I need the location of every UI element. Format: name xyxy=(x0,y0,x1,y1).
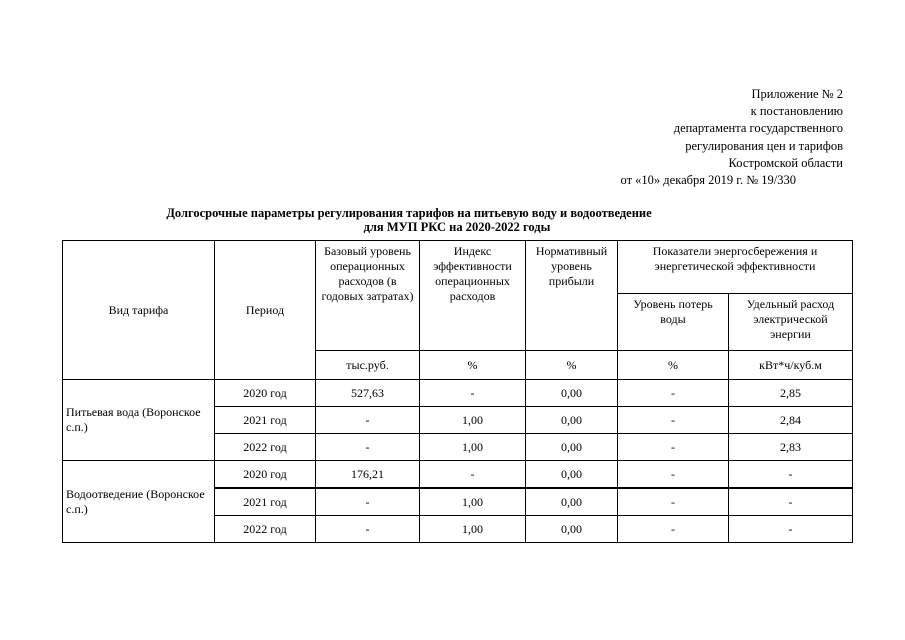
table-row xyxy=(63,461,853,489)
table-header-row xyxy=(63,241,853,294)
tariff-type-cell: Водоотведение (Воронское с.п.) xyxy=(63,461,215,543)
unit-electricity: кВт*ч/куб.м xyxy=(729,351,853,380)
period-cell: 2022 год xyxy=(215,516,316,543)
profit-level-cell: 0,00 xyxy=(526,516,618,543)
col-header-efficiency-index: Индекс эффективности операционных расходов xyxy=(420,241,526,351)
period-cell: 2020 год xyxy=(215,461,316,489)
electricity-cell: - xyxy=(729,516,853,543)
col-header-energy-group: Показатели энергосбережения и энергетической эффективности xyxy=(618,241,853,294)
period-cell: 2020 год xyxy=(215,380,316,407)
col-header-tariff-type: Вид тарифа xyxy=(63,241,215,380)
water-loss-cell: - xyxy=(618,407,729,434)
water-loss-cell: - xyxy=(618,380,729,407)
base-opex-cell: - xyxy=(316,516,420,543)
base-opex-cell: - xyxy=(316,407,420,434)
profit-level-cell: 0,00 xyxy=(526,407,618,434)
water-loss-cell: - xyxy=(618,434,729,461)
appendix-date-number: от «10» декабря 2019 г. № 19/330 xyxy=(620,173,796,188)
document-title-line-1: Долгосрочные параметры регулирования тарифов на питьевую воду и водоотведение xyxy=(166,206,652,220)
appendix-line: регулирования цен и тарифов xyxy=(685,138,843,153)
base-opex-cell: - xyxy=(316,488,420,516)
appendix-line: к постановлению xyxy=(750,104,843,119)
period-cell: 2021 год xyxy=(215,407,316,434)
tariff-type-cell: Питьевая вода (Воронское с.п.) xyxy=(63,380,215,461)
base-opex-cell: 527,63 xyxy=(316,380,420,407)
unit-efficiency-index: % xyxy=(420,351,526,380)
col-header-electricity: Удельный расход электрической энергии xyxy=(729,294,853,351)
electricity-cell: - xyxy=(729,488,853,516)
profit-level-cell: 0,00 xyxy=(526,434,618,461)
profit-level-cell: 0,00 xyxy=(526,488,618,516)
efficiency-index-cell: - xyxy=(420,380,526,407)
appendix-number: Приложение № 2 xyxy=(751,87,843,101)
efficiency-index-cell: - xyxy=(420,461,526,489)
table-row xyxy=(63,380,853,407)
document-title-line-2: для МУП РКС на 2020-2022 годы xyxy=(363,220,551,234)
water-loss-cell: - xyxy=(618,461,729,489)
electricity-cell: 2,85 xyxy=(729,380,853,407)
efficiency-index-cell: 1,00 xyxy=(420,407,526,434)
unit-water-loss: % xyxy=(618,351,729,380)
unit-base-opex: тыс.руб. xyxy=(316,351,420,380)
col-header-base-opex: Базовый уровень операционных расходов (в годовых затратах) xyxy=(316,241,420,351)
water-loss-cell: - xyxy=(618,516,729,543)
electricity-cell: 2,83 xyxy=(729,434,853,461)
profit-level-cell: 0,00 xyxy=(526,380,618,407)
profit-level-cell: 0,00 xyxy=(526,461,618,489)
efficiency-index-cell: 1,00 xyxy=(420,516,526,543)
appendix-line: департамента государственного xyxy=(673,121,843,136)
document-title xyxy=(62,206,852,234)
base-opex-cell: 176,21 xyxy=(316,461,420,489)
base-opex-cell: - xyxy=(316,434,420,461)
period-cell: 2021 год xyxy=(215,488,316,516)
period-cell: 2022 год xyxy=(215,434,316,461)
water-loss-cell: - xyxy=(618,488,729,516)
col-header-water-loss: Уровень потерь воды xyxy=(618,294,729,351)
electricity-cell: - xyxy=(729,461,853,489)
col-header-profit-level: Нормативный уровень прибыли xyxy=(526,241,618,351)
col-header-period: Период xyxy=(215,241,316,380)
unit-profit-level: % xyxy=(526,351,618,380)
appendix-line: Костромской области xyxy=(728,155,843,170)
efficiency-index-cell: 1,00 xyxy=(420,434,526,461)
tariff-parameters-table xyxy=(62,240,853,543)
electricity-cell: 2,84 xyxy=(729,407,853,434)
appendix-header xyxy=(621,86,844,189)
efficiency-index-cell: 1,00 xyxy=(420,488,526,516)
